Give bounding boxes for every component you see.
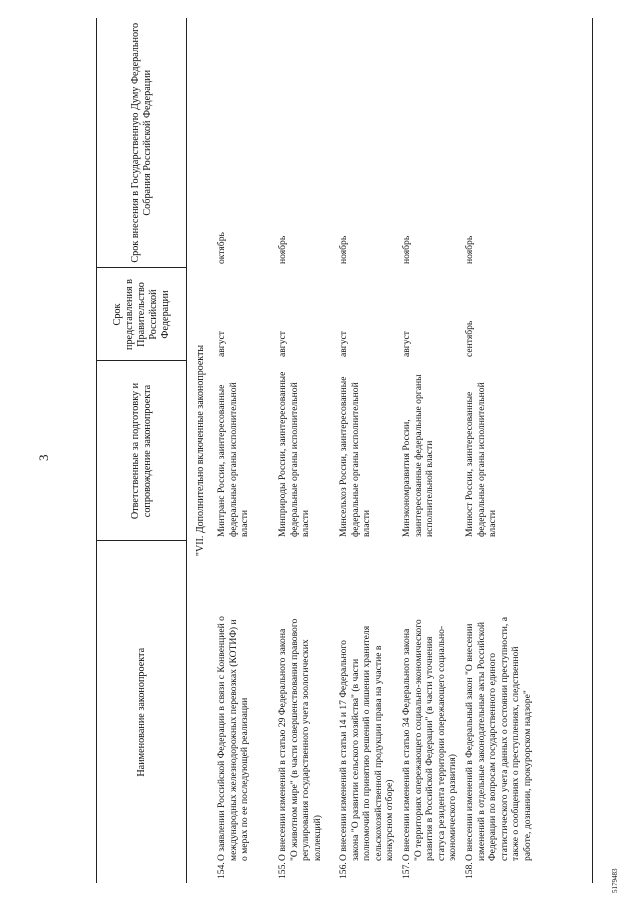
bill-name: О внесении изменений в статьи 14 и 17 Федерального закона "О развитии сельского хозяйства" (в части полномочий по принятию решений о лишении хранителя сельскохозяйственной продукции права на участие в конкурсном отборе) [338, 625, 396, 861]
gov-deadline-cell: август [401, 331, 413, 357]
table-row [332, 18, 395, 883]
responsible-cell: Минсельхоз России, заинтересованные федеральные органы исполнительной власти [338, 376, 373, 537]
row-number: 154. [216, 862, 228, 879]
table-row [271, 18, 332, 883]
header-responsible: Ответственные за подготовку и сопровождение законопроекта [97, 361, 187, 541]
header-gov-deadline: Срок представления в Правительство Российской Федерации [97, 268, 187, 361]
document-id: 5179483 [611, 868, 619, 893]
bill-name-cell [458, 541, 539, 883]
row-number: 158. [464, 862, 476, 879]
bill-plan-table [96, 18, 539, 883]
row-number: 157. [401, 862, 413, 879]
table-header-row [97, 18, 187, 883]
duma-deadline-cell: ноябрь [277, 235, 289, 264]
row-number: 156. [338, 862, 350, 879]
gov-deadline-cell: сентябрь [464, 320, 476, 357]
responsible-cell: Минприроды России, заинтересованные федеральные органы исполнительной власти [277, 371, 312, 537]
section-row [187, 18, 211, 883]
gov-deadline-cell: август [277, 331, 289, 357]
bill-name: О внесении изменений в статью 34 Федерального закона "О территориях опережающего социально-экономического развития в Российской Федерации" (в части уточнения статуса резидента территории опережающего социально-экономического развития) [401, 619, 459, 861]
section-title: "VII. Дополнительно включенные законопроекты [195, 344, 206, 557]
responsible-cell: Минюст России, заинтересованные федеральные органы исполнительной власти [464, 382, 499, 537]
table-row [458, 18, 539, 883]
gov-deadline-cell: август [216, 331, 228, 357]
row-number: 155. [277, 862, 289, 879]
duma-deadline-cell: ноябрь [401, 235, 413, 264]
bill-name-cell [332, 541, 395, 883]
table-row [395, 18, 458, 883]
duma-deadline-cell: октябрь [216, 232, 228, 264]
duma-deadline-cell: ноябрь [338, 235, 350, 264]
gov-deadline-cell: август [338, 331, 350, 357]
bill-name: О внесении изменений в Федеральный закон "О внесении изменений в отдельные законодательные акты Российской Федерации по вопросам государственного единого статистического учета данных о состоянии преступности, а также о сообщениях о преступлениях, следственной работе, дознании, прокурорском надзоре" [464, 617, 533, 861]
bill-name-cell [210, 541, 271, 883]
table-bottom-rule [592, 18, 593, 883]
bill-name: О внесении изменений в статью 29 Федерального закона "О животном мире" (в части совершенствования правового регулирования государственного учета зоологических коллекций) [277, 618, 323, 861]
header-bill-name: Наименование законопроекта [97, 541, 187, 883]
bill-name-cell [395, 541, 458, 883]
duma-deadline-cell: ноябрь [464, 235, 476, 264]
page-number: 3 [36, 454, 51, 461]
bill-name-cell [271, 541, 332, 883]
table-row [210, 18, 271, 883]
responsible-cell: Минтранс России, заинтересованные федеральные органы исполнительной власти [216, 382, 251, 537]
bill-name: О заявлении Российской Федерации в связи с Конвенцией о международных железнодорожных перевозках (КОТИФ) и о мерах по ее последующей реализации [216, 616, 251, 861]
header-duma-deadline: Срок внесения в Государственную Думу Федерального Собрания Российской Федерации [97, 18, 187, 268]
responsible-cell: Минэкономразвития России, заинтересованные федеральные органы исполнительной власти [401, 374, 436, 537]
